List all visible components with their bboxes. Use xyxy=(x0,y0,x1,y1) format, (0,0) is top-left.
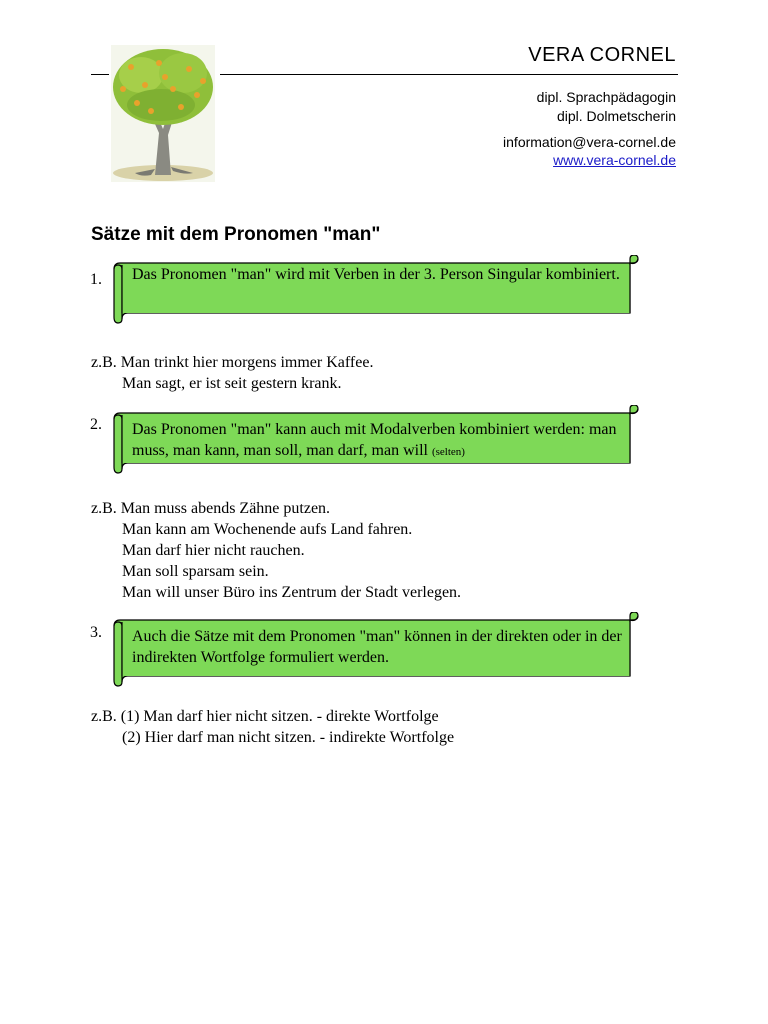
example-line: Man kann am Wochenende aufs Land fahren. xyxy=(122,521,413,538)
contact-email: information@vera-cornel.de xyxy=(503,134,676,150)
rule-number-1: 1. xyxy=(90,271,102,288)
rule-text-3: Auch die Sätze mit dem Pronomen "man" können in der direkten oder in der indirekten Wortfolge formuliert werden. xyxy=(132,628,622,666)
example-line: Man darf hier nicht rauchen. xyxy=(122,542,305,559)
example-line: Man sagt, er ist seit gestern krank. xyxy=(122,375,342,392)
rule-note: (selten) xyxy=(431,446,465,458)
website-link[interactable]: www.vera-cornel.de xyxy=(553,152,676,168)
example-line: z.B. (1) Man darf hier nicht sitzen. - direkte Wortfolge xyxy=(91,708,439,725)
subtitle-sprachpaedagogin: dipl. Sprachpädagogin xyxy=(536,89,676,105)
tree-logo xyxy=(111,45,215,182)
example-line: Man will unser Büro ins Zentrum der Stadt verlegen. xyxy=(122,584,462,601)
rule-number-3: 3. xyxy=(90,624,102,641)
rule-banner-1 xyxy=(110,255,642,325)
rule-banner-2 xyxy=(110,405,642,475)
rule-banner-3 xyxy=(110,612,642,688)
header-rule-right xyxy=(220,74,678,75)
rule-number-2: 2. xyxy=(90,416,102,433)
page-title: Sätze mit dem Pronomen "man" xyxy=(91,224,381,245)
example-line: Man soll sparsam sein. xyxy=(122,563,269,580)
example-block-1 xyxy=(91,352,373,394)
example-line: z.B. Man trinkt hier morgens immer Kaffee. xyxy=(91,354,374,371)
example-line: (2) Hier darf man nicht sitzen. - indirekte Wortfolge xyxy=(122,729,455,746)
subtitle-dolmetscherin: dipl. Dolmetscherin xyxy=(556,108,676,124)
brand-name: VERA CORNEL xyxy=(528,44,676,66)
website-link-wrap xyxy=(553,152,676,168)
header-rule-left xyxy=(91,74,109,75)
example-block-3 xyxy=(91,706,454,748)
rule-text-2: Das Pronomen "man" kann auch mit Modalverben kombiniert werden: man muss, man kann, man soll, man darf, man will (selten) xyxy=(132,421,617,459)
rule-text-1: Das Pronomen "man" wird mit Verben in der 3. Person Singular kombiniert. xyxy=(132,266,620,283)
example-line: z.B. Man muss abends Zähne putzen. xyxy=(91,500,331,517)
example-block-2 xyxy=(91,498,461,603)
